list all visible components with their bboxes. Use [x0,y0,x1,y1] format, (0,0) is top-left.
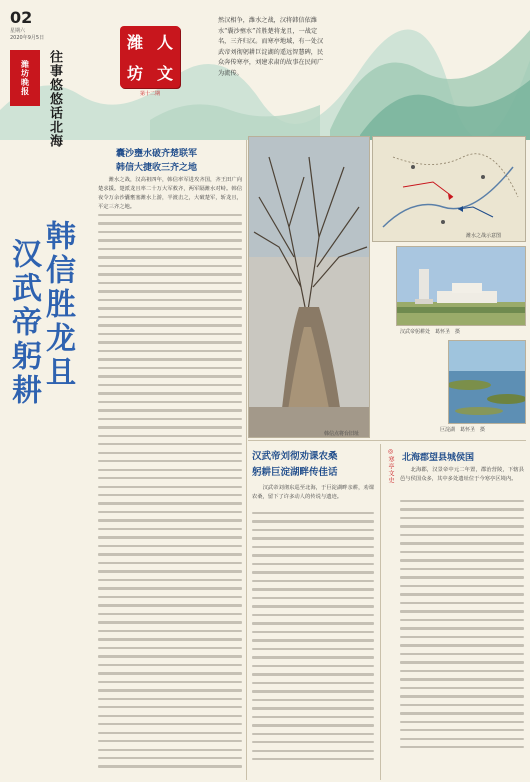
article-1-headline: 囊沙壅水破齐楚联军 [116,149,198,159]
article-1-subheadline: 韩信大捷收三齐之地 [116,163,198,173]
article-2-subheadline: 躬耕巨淀湖畔传佳话 [252,467,338,478]
tree-illustration [249,137,369,437]
page-number: 02 [10,8,33,27]
article-2-body-text [252,512,374,767]
monument-photo [396,246,526,326]
article-1-body-lead [98,176,242,212]
wetland-photo [448,340,526,424]
newspaper-logo: 潍坊晚报 [10,50,40,106]
seal-subtitle: 第十二期 [139,91,160,97]
article-1-body-text [98,214,242,774]
monument-caption: 汉武帝躬耕处 葛怀圣 摄 [400,329,461,335]
seal-char-1: 潍 [126,33,143,52]
issue-date: 星期六 2020年9月5日 [10,28,45,41]
column-divider-2 [380,444,381,780]
article-2-headline: 汉武帝刘彻劝课农桑 [252,451,338,462]
article-3-paragraph: 北海郡，汉景帝中元二年置，郡治营陵，下辖县邑与侯国众多，其中多处遗址位于今寒亭区境内。 [400,467,524,482]
tree-photo-caption: 韩信点将台旧址 [324,431,360,437]
article-1-paragraph: 潍水之战，汉高祖四年，韩信率军进攻齐国，齐王田广向楚求援。楚派龙且率二十万大军救齐，两军隔潍水对峙。韩信夜令万余沙囊壅塞潍水上游，半渡击之，大破楚军，斩龙且，平定三齐之地。 [98,177,242,210]
horizontal-divider [248,440,526,441]
wetland-illustration [449,341,525,423]
map-illustration [373,137,525,241]
section-title: 往事悠悠话北海 [47,50,62,148]
intro-text: 然汉相争，潍水之战，汉将韩信依潍水“囊沙壅水”首胜楚将龙且，一战定名，三齐归汉。而寒亭地域，有一处汉武帝刘彻躬耕巨淀湖的遥远智慧碑，民众奔传寒亭，刘建求肃的故事在民间广为流传。 [218,17,324,77]
seal-char-4: 文 [156,64,173,83]
main-headline-line-1: 韩信胜龙且 [40,220,75,390]
article-2-paragraph: 汉武帝刘彻东巡至北海，于巨淀湖畔亲耕，劝课农桑，留下了许多动人的传说与遗迹。 [252,485,374,500]
column-divider [246,140,247,780]
seal-char-2: 人 [156,33,173,52]
article-3-body-text [400,500,524,755]
article-2-body-lead [252,484,374,502]
battle-map [372,136,526,242]
wetland-caption: 巨淀湖 葛怀圣 摄 [440,427,486,433]
ancient-tree-photo [248,136,370,438]
article-3-byline: ◎寒亭文史 [387,448,394,484]
main-headline-line-2: 汉武帝躬耕 [6,238,41,408]
column-seal [120,26,180,88]
article-3-headline: 北海郡望县城侯国 [402,453,475,463]
article-3-body-lead [400,466,524,484]
map-caption: 潍水之战示意图 [466,233,502,239]
seal-char-3: 坊 [126,64,143,83]
monument-illustration [397,247,525,325]
main-headline [6,220,74,408]
